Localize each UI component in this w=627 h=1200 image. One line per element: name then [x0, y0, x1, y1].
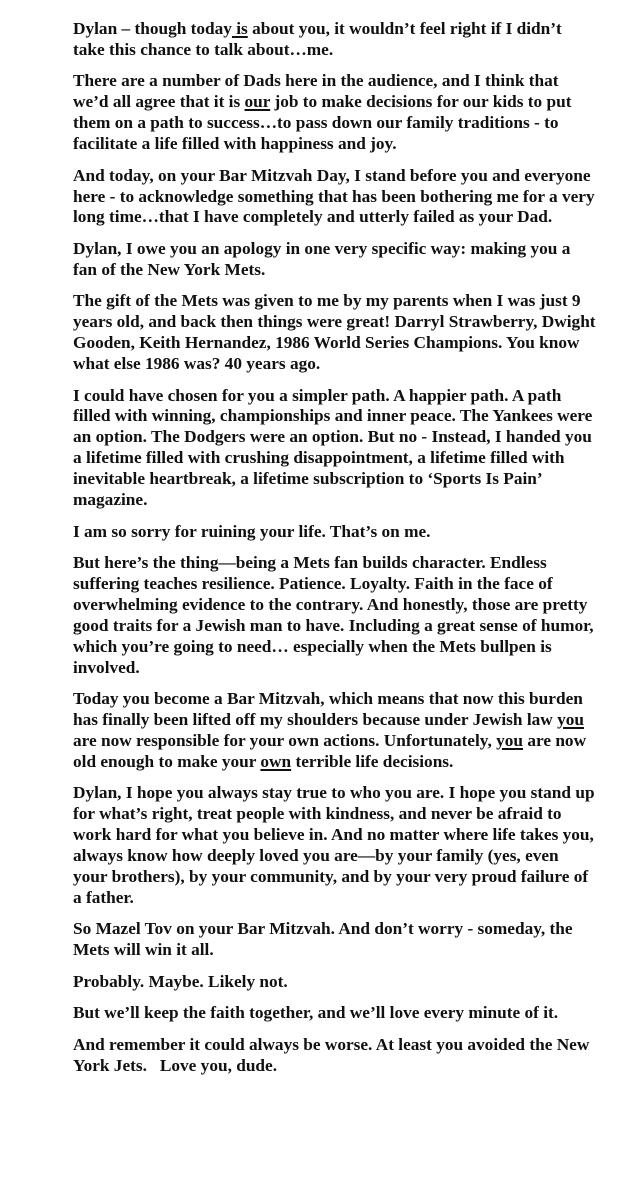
text-segment: Today you become a Bar Mitzvah, which means that now this burden has finally been lifted off my shoulders because under Jewish law: [73, 689, 583, 730]
paragraph-6: I could have chosen for you a simpler path. A happier path. A path filled with winning, championships and inner peace. The Yankees were an option. The Dodgers were an option. But no - Instead, I handed you a lifetime filled with crushing disappointment, a lifetime filled with inevitable heartbreak, a lifetime subscription to ‘Sports Is Pain’ magazine.: [73, 385, 593, 510]
text-segment: about you, it wouldn’t feel right if I didn’t take this chance to talk about…me.: [73, 19, 562, 59]
paragraph-1: [73, 19, 597, 61]
underlined-word: you: [496, 730, 524, 750]
paragraph-8: But here’s the thing—being a Mets fan builds character. Endless suffering teaches resilience. Patience. Loyalty. Faith in the face of overwhelming evidence to the contrary. And honestly, those are pretty good traits for a Jewish man to have. Including a great sense of humor, which you’re going to need… especially when the Mets bullpen is involved.: [73, 553, 594, 677]
text-segment: terrible life decisions.: [291, 751, 454, 771]
paragraph-2: [73, 71, 597, 155]
paragraph-5: The gift of the Mets was given to me by my parents when I was just 9 years old, and back then things were great! Darryl Strawberry, Dwight Gooden, Keith Hernandez, 1986 World Series Champions. You know what else 1986 was? 40 years ago.: [73, 291, 596, 374]
paragraph-7: I am so sorry for ruining your life. That’s on me.: [73, 521, 431, 541]
paragraph-14: And remember it could always be worse. At least you avoided the New York Jets. Love you, dude.: [73, 1034, 594, 1075]
underlined-word: own: [260, 751, 292, 771]
paragraph-12: Probably. Maybe. Likely not.: [73, 971, 288, 991]
underlined-word: you: [557, 710, 584, 730]
paragraph-13: But we’ll keep the faith together, and we’ll love every minute of it.: [73, 1003, 559, 1023]
paragraph-10: Dylan, I hope you always stay true to who you are. I hope you stand up for what’s right, treat people with kindness, and never be afraid to work hard for what you believe in. And no matter where life takes you, always know how deeply loved you are—by your family (yes, even your brothers), by your community, and by your very proud failure of a father.: [73, 783, 595, 907]
underlined-word: is: [231, 19, 248, 38]
text-segment: are now old enough to make your: [73, 730, 587, 771]
underlined-word: our: [244, 92, 271, 112]
text-segment: job to make decisions for our kids to put them on a path to success…to pass down our family traditions - to facilitate a life filled with happiness and joy.: [73, 92, 572, 154]
paragraph-4: Dylan, I owe you an apology in one very specific way: making you a fan of the New York Mets.: [73, 238, 571, 279]
paragraph-9: [73, 689, 597, 773]
text-segment: are now responsible for your own actions. Unfortunately,: [73, 730, 497, 750]
text-segment: Dylan – though today: [73, 19, 232, 38]
paragraph-11: So Mazel Tov on your Bar Mitzvah. And don’t worry - someday, the Mets will win it all.: [73, 919, 573, 960]
paragraph-3: And today, on your Bar Mitzvah Day, I stand before you and everyone here - to acknowledge something that has been bothering me for a very long time…that I have completely and utterly failed as your Dad.: [73, 165, 595, 227]
text-segment: There are a number of Dads here in the audience, and I think that we’d all agree that it is: [73, 71, 559, 112]
